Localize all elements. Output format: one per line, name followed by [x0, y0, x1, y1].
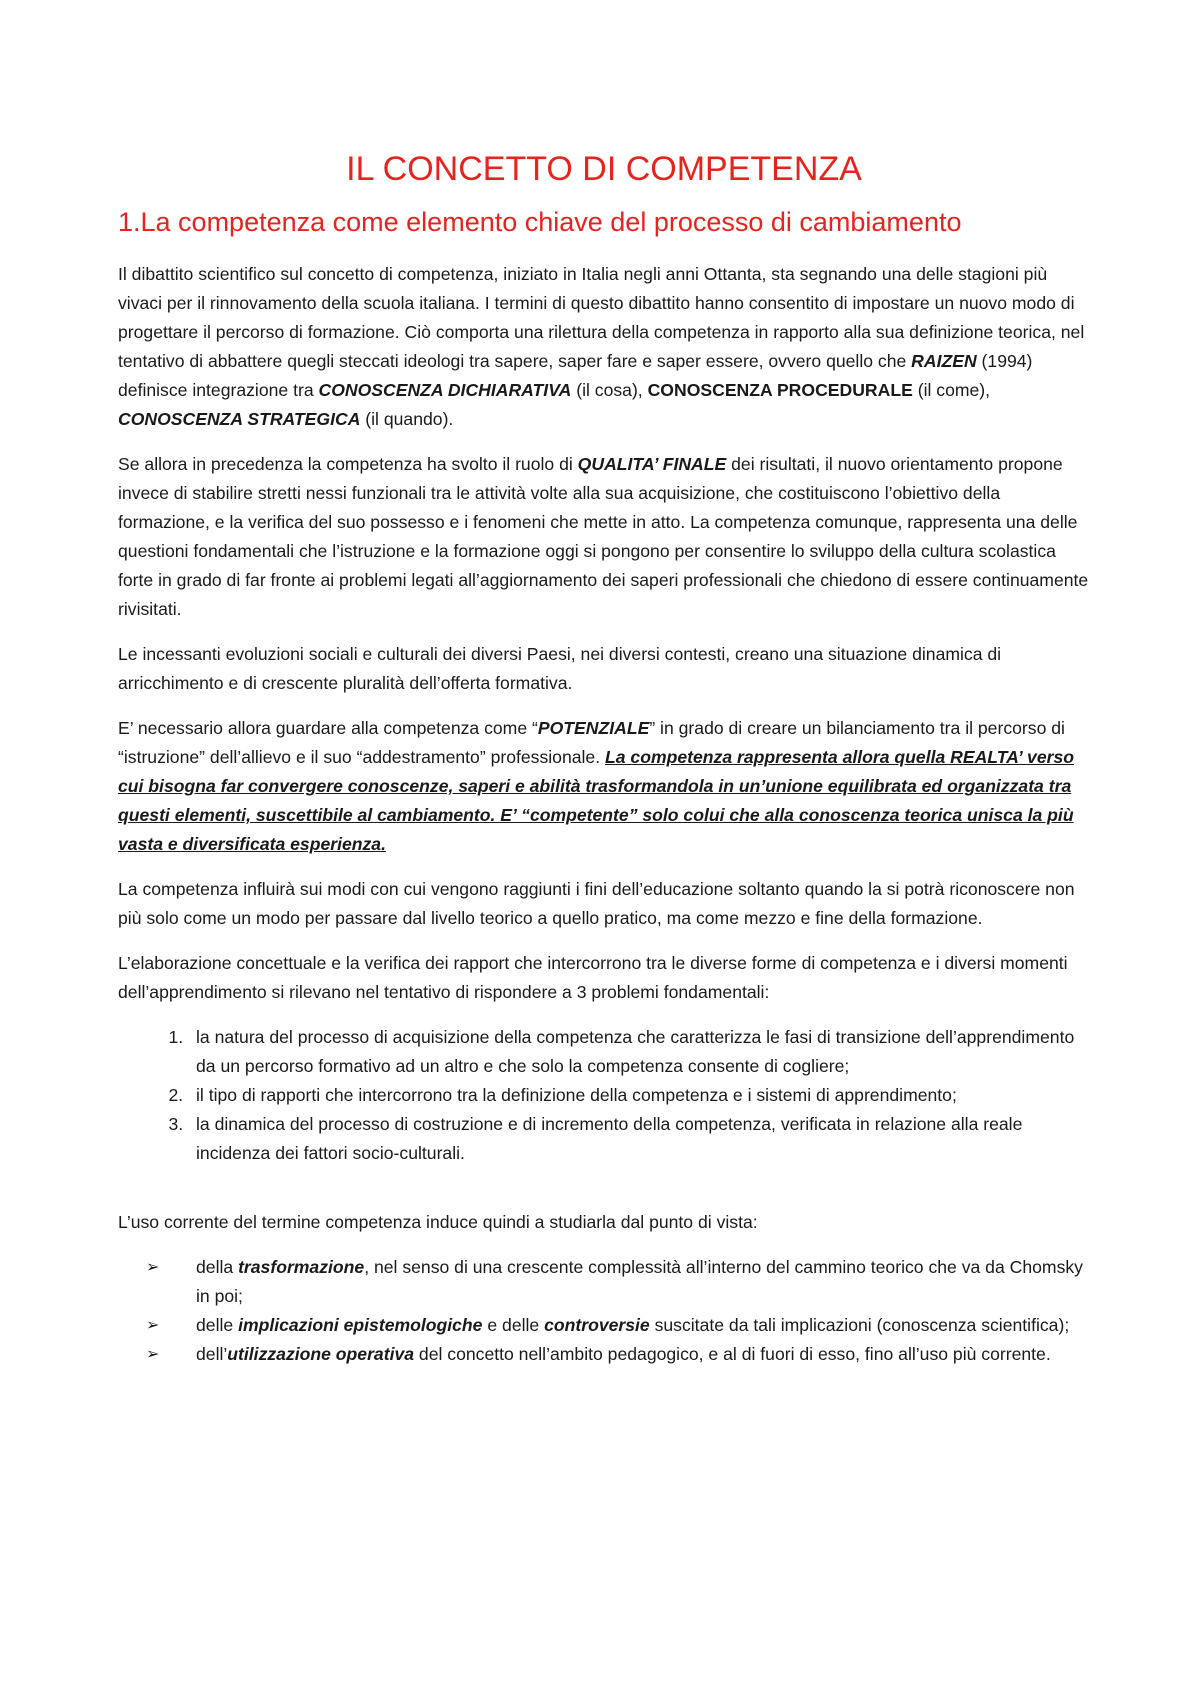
text: suscitate da tali implicazioni (conoscenza scientifica);	[649, 1315, 1070, 1335]
text: delle	[196, 1315, 239, 1335]
paragraph-1	[118, 260, 1090, 434]
text: e delle	[482, 1315, 545, 1335]
emphasis: trasformazione	[238, 1257, 365, 1277]
emphasis-potenziale: POTENZIALE	[537, 718, 650, 738]
text: E’ necessario allora guardare alla competenza come “	[118, 718, 538, 738]
emphasis: implicazioni epistemologiche	[238, 1315, 483, 1335]
text: Se allora in precedenza la competenza ha svolto il ruolo di	[118, 454, 578, 474]
emphasis: controversie	[544, 1315, 650, 1335]
underlined-statement: La competenza rappresenta allora quella REALTA’ verso cui bisogna far convergere conoscenze, saperi e abilità trasformandola in un’unione equilibrata ed organizzata tra questi elementi, suscettibile al cambiamento. E’ “competente” solo colui che alla conoscenza teorica unisca la più vasta e diversificata esperienza.	[118, 747, 1074, 854]
arrowhead-bullet-icon: ➢	[146, 1346, 160, 1363]
emphasis-conoscenza-dichiarativa: CONOSCENZA DICHIARATIVA	[318, 380, 572, 400]
arrowhead-bullet-icon: ➢	[146, 1317, 160, 1334]
text: ” in grado di creare un bilanciamento tra il percorso di “istruzione” dell’allievo e il suo “addestramento” professionale.	[118, 718, 1065, 767]
text: Il dibattito scientifico sul concetto di competenza, iniziato in Italia negli anni Ottanta, sta segnando una delle stagioni più vivaci per il rinnovamento della scuola italiana. I termini di questo dibattito hanno consentito di impostare un nuovo modo di progettare il percorso di formazione. Ciò comporta una rilettura della competenza in rapporto alla sua definizione teorica, nel tentativo di abbattere quegli steccati ideologi tra sapere, saper fare e saper essere, ovvero quello che	[118, 264, 1085, 371]
paragraph-5: La competenza influirà sui modi con cui vengono raggiunti i fini dell’educazione soltanto quando la si potrà riconoscere non più solo come un modo per passare dal livello teorico a quello pratico, ma come mezzo e fine della formazione.	[118, 879, 1075, 928]
list-item	[146, 1253, 1090, 1311]
emphasis-conoscenza-strategica: CONOSCENZA STRATEGICA	[118, 409, 361, 429]
text: (il come),	[912, 380, 991, 400]
arrow-list	[118, 1253, 1090, 1369]
list-item	[146, 1311, 1090, 1340]
paragraph-7: L’uso corrente del termine competenza induce quindi a studiarla dal punto di vista:	[118, 1212, 758, 1232]
text: , nel senso di una crescente complessità all’interno del cammino teorico che va da Chomsky in poi;	[196, 1257, 1083, 1306]
list-item: 1. la natura del processo di acquisizione della competenza che caratterizza le fasi di transizione dell’apprendimento da un percorso formativo ad un altro e che solo la competenza consente di cogliere;	[188, 1023, 1090, 1081]
text: (il cosa),	[571, 380, 648, 400]
arrowhead-bullet-icon: ➢	[146, 1259, 160, 1276]
list-item: 2. il tipo di rapporti che intercorrono tra la definizione della competenza e i sistemi di apprendimento;	[188, 1081, 1090, 1110]
list-item	[146, 1340, 1090, 1369]
paragraph-6: L’elaborazione concettuale e la verifica dei rapport che intercorrono tra le diverse forme di competenza e i diversi momenti dell’apprendimento si rilevano nel tentativo di rispondere a 3 problemi fondamentali:	[118, 953, 1068, 1002]
paragraph-3: Le incessanti evoluzioni sociali e culturali dei diversi Paesi, nei diversi contesti, creano una situazione dinamica di arricchimento e di crescente pluralità dell’offerta formativa.	[118, 644, 1002, 693]
text: dell’	[196, 1344, 228, 1364]
document-title: IL CONCETTO DI COMPETENZA	[346, 150, 862, 188]
section-heading: 1.La competenza come elemento chiave del processo di cambiamento	[118, 207, 962, 237]
text: (il quando).	[360, 409, 454, 429]
text: della	[196, 1257, 239, 1277]
paragraph-2	[118, 450, 1090, 624]
emphasis-conoscenza-procedurale: CONOSCENZA PROCEDURALE	[647, 380, 913, 400]
emphasis-qualita-finale: QUALITA’ FINALE	[577, 454, 727, 474]
emphasis-raizen: RAIZEN	[911, 351, 977, 371]
text: (1994) definisce integrazione tra	[118, 351, 1033, 400]
numbered-list	[118, 1023, 1090, 1168]
paragraph-4	[118, 714, 1090, 859]
emphasis: utilizzazione operativa	[227, 1344, 415, 1364]
text: del concetto nell’ambito pedagogico, e al di fuori di esso, fino all’uso più corrente.	[414, 1344, 1051, 1364]
text: dei risultati, il nuovo orientamento propone invece di stabilire stretti nessi funzionali tra le attività volte alla sua acquisizione, che costituiscono l’obiettivo della formazione, e la verifica del suo possesso e i fenomeni che mette in atto. La competenza comunque, rappresenta una delle questioni fondamentali che l’istruzione e la formazione oggi si pongono per consentire lo sviluppo della cultura scolastica forte in grado di far fronte ai problemi legati all’aggiornamento dei saperi professionali che chiedono di essere continuamente rivisitati.	[118, 454, 1089, 619]
list-item: 3. la dinamica del processo di costruzione e di incremento della competenza, verificata in relazione alla reale incidenza dei fattori socio-culturali.	[188, 1110, 1090, 1168]
